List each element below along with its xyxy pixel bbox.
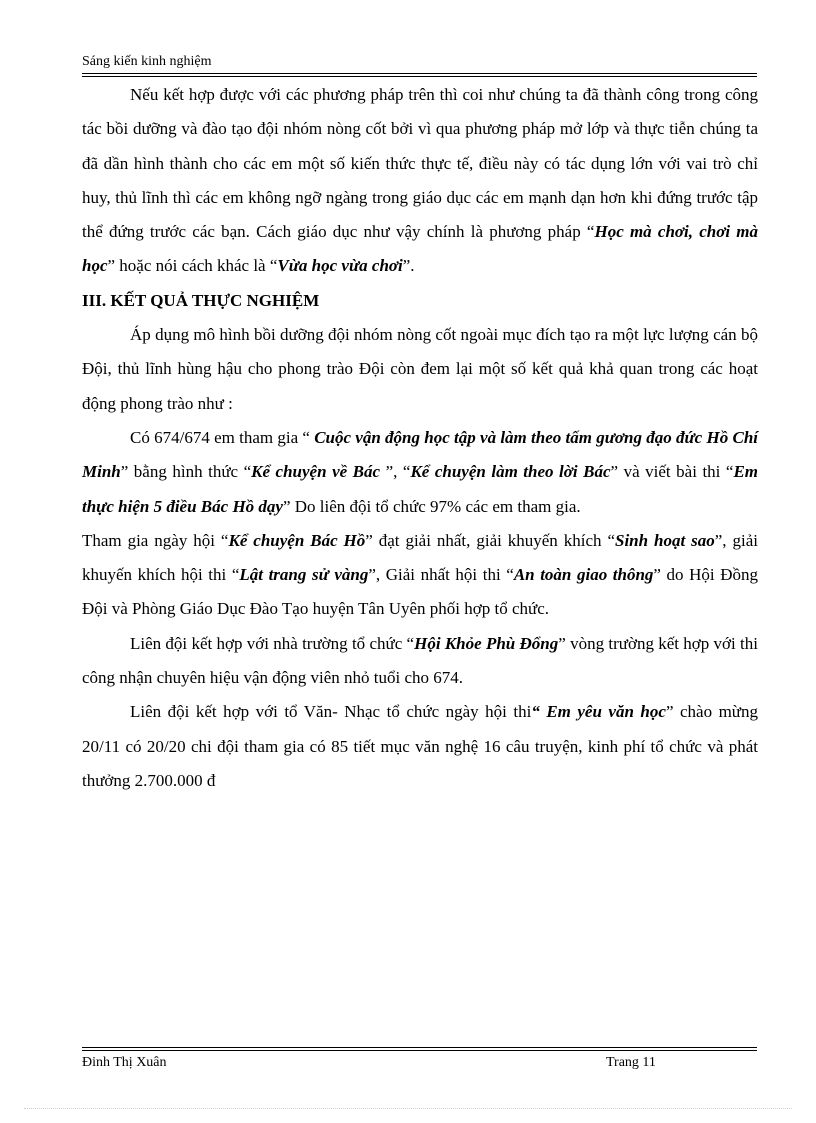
footer-rule-bottom bbox=[82, 1050, 757, 1051]
emphasis-text: Lật trang sử vàng bbox=[239, 565, 369, 585]
paragraph-method-summary bbox=[82, 78, 758, 284]
header-rule-bottom bbox=[82, 76, 757, 77]
emphasis-text: Hội Khỏe Phù Đổng bbox=[414, 633, 559, 653]
paragraph-literature-festival bbox=[82, 695, 758, 798]
section-heading: III. KẾT QUẢ THỰC NGHIỆM bbox=[82, 290, 320, 310]
emphasis-text: Cuộc vận động học tập và làm theo tấm gương đạo đức Hồ Chí Minh bbox=[82, 427, 758, 482]
text-run: ” Do liên đội tổ chức 97% các em tham gia. bbox=[282, 496, 581, 516]
text-run: Liên đội kết hợp với nhà trường tổ chức “ bbox=[130, 633, 415, 653]
emphasis-text: Vừa học vừa chơi bbox=[277, 256, 403, 276]
document-body bbox=[82, 78, 758, 798]
text-run: ” do Hội Đồng Đội và Phòng Giáo Dục Đào Tạo huyện Tân Uyên phối hợp tổ chức. bbox=[82, 565, 759, 619]
emphasis-text: Em thực hiện 5 điều Bác Hồ dạy bbox=[82, 462, 759, 516]
text-run: ”. bbox=[402, 256, 415, 276]
emphasis-text: Sinh hoạt sao bbox=[615, 530, 715, 550]
text-run: ” bằng hình thức “ bbox=[120, 462, 252, 482]
emphasis-text: “ Em yêu văn học bbox=[531, 702, 666, 722]
text-run: ” đạt giải nhất, giải khuyến khích “ bbox=[365, 530, 615, 550]
text-run: ”, giải khuyến khích hội thi “ bbox=[82, 530, 758, 585]
text-run: ” và viết bài thi “ bbox=[610, 462, 734, 482]
header-rule-top bbox=[82, 73, 757, 74]
footer-author: Đinh Thị Xuân bbox=[82, 1055, 167, 1070]
paragraph-sports-festival bbox=[82, 627, 758, 696]
emphasis-text: Kể chuyện về Bác bbox=[251, 462, 381, 482]
footer-rule-top bbox=[82, 1047, 757, 1048]
paragraph-awards bbox=[82, 524, 758, 627]
text-run: ”, “ bbox=[380, 462, 411, 482]
text-run: ” chào mừng 20/11 có 20/20 chi đội tham gia có 85 tiết mục văn nghệ 16 câu truyện, kinh phí tổ chức và phát thưởng 2.700.000 đ bbox=[82, 702, 759, 790]
emphasis-text: Kể chuyện làm theo lời Bác bbox=[410, 462, 611, 482]
text-run: ”, Giải nhất hội thi “ bbox=[368, 565, 514, 585]
text-run: ” hoặc nói cách khác là “ bbox=[107, 256, 278, 276]
page-edge-divider bbox=[24, 1108, 792, 1109]
text-run: Nếu kết hợp được với các phương pháp trên thì coi như chúng ta đã thành công trong công tác bồi dưỡng và đào tạo đội nhóm nòng cốt bởi vì qua phương pháp mở lớp và thực tiễn chúng ta đã dần hình thành cho các em một số kiến thức thực tế, điều này có tác dụng lớn với vai trò chỉ huy, thủ lĩnh thì các em không ngỡ ngàng trong giáo dục các em mạnh dạn hơn khi đứng trước tập thể đứng trước các bạn. Cách giáo dục như vậy chính là phương pháp “ bbox=[82, 85, 758, 242]
paragraph-results-intro: Áp dụng mô hình bồi dưỡng đội nhóm nòng cốt ngoài mục đích tạo ra một lực lượng cán bộ Đội, thủ lĩnh hùng hậu cho phong trào Đội còn đem lại một số kết quả khả quan trong các hoạt động phong trào như : bbox=[82, 325, 758, 413]
footer-page-number: Trang 11 bbox=[606, 1055, 656, 1070]
header-title: Sáng kiến kinh nghiệm bbox=[82, 54, 212, 69]
emphasis-text: Học mà chơi, chơi mà học bbox=[82, 222, 759, 276]
emphasis-text: An toàn giao thông bbox=[513, 565, 654, 585]
paragraph-campaign bbox=[82, 421, 758, 524]
text-run: ” vòng trường kết hợp với thi công nhận chuyên hiệu vận động viên nhỏ tuổi cho 674. bbox=[82, 633, 758, 688]
text-run: Liên đội kết hợp với tổ Văn- Nhạc tổ chức ngày hội thi bbox=[130, 702, 532, 722]
text-run: Tham gia ngày hội “ bbox=[82, 530, 229, 550]
text-run: Có 674/674 em tham gia “ bbox=[130, 427, 315, 447]
emphasis-text: Kể chuyện Bác Hồ bbox=[228, 530, 366, 550]
